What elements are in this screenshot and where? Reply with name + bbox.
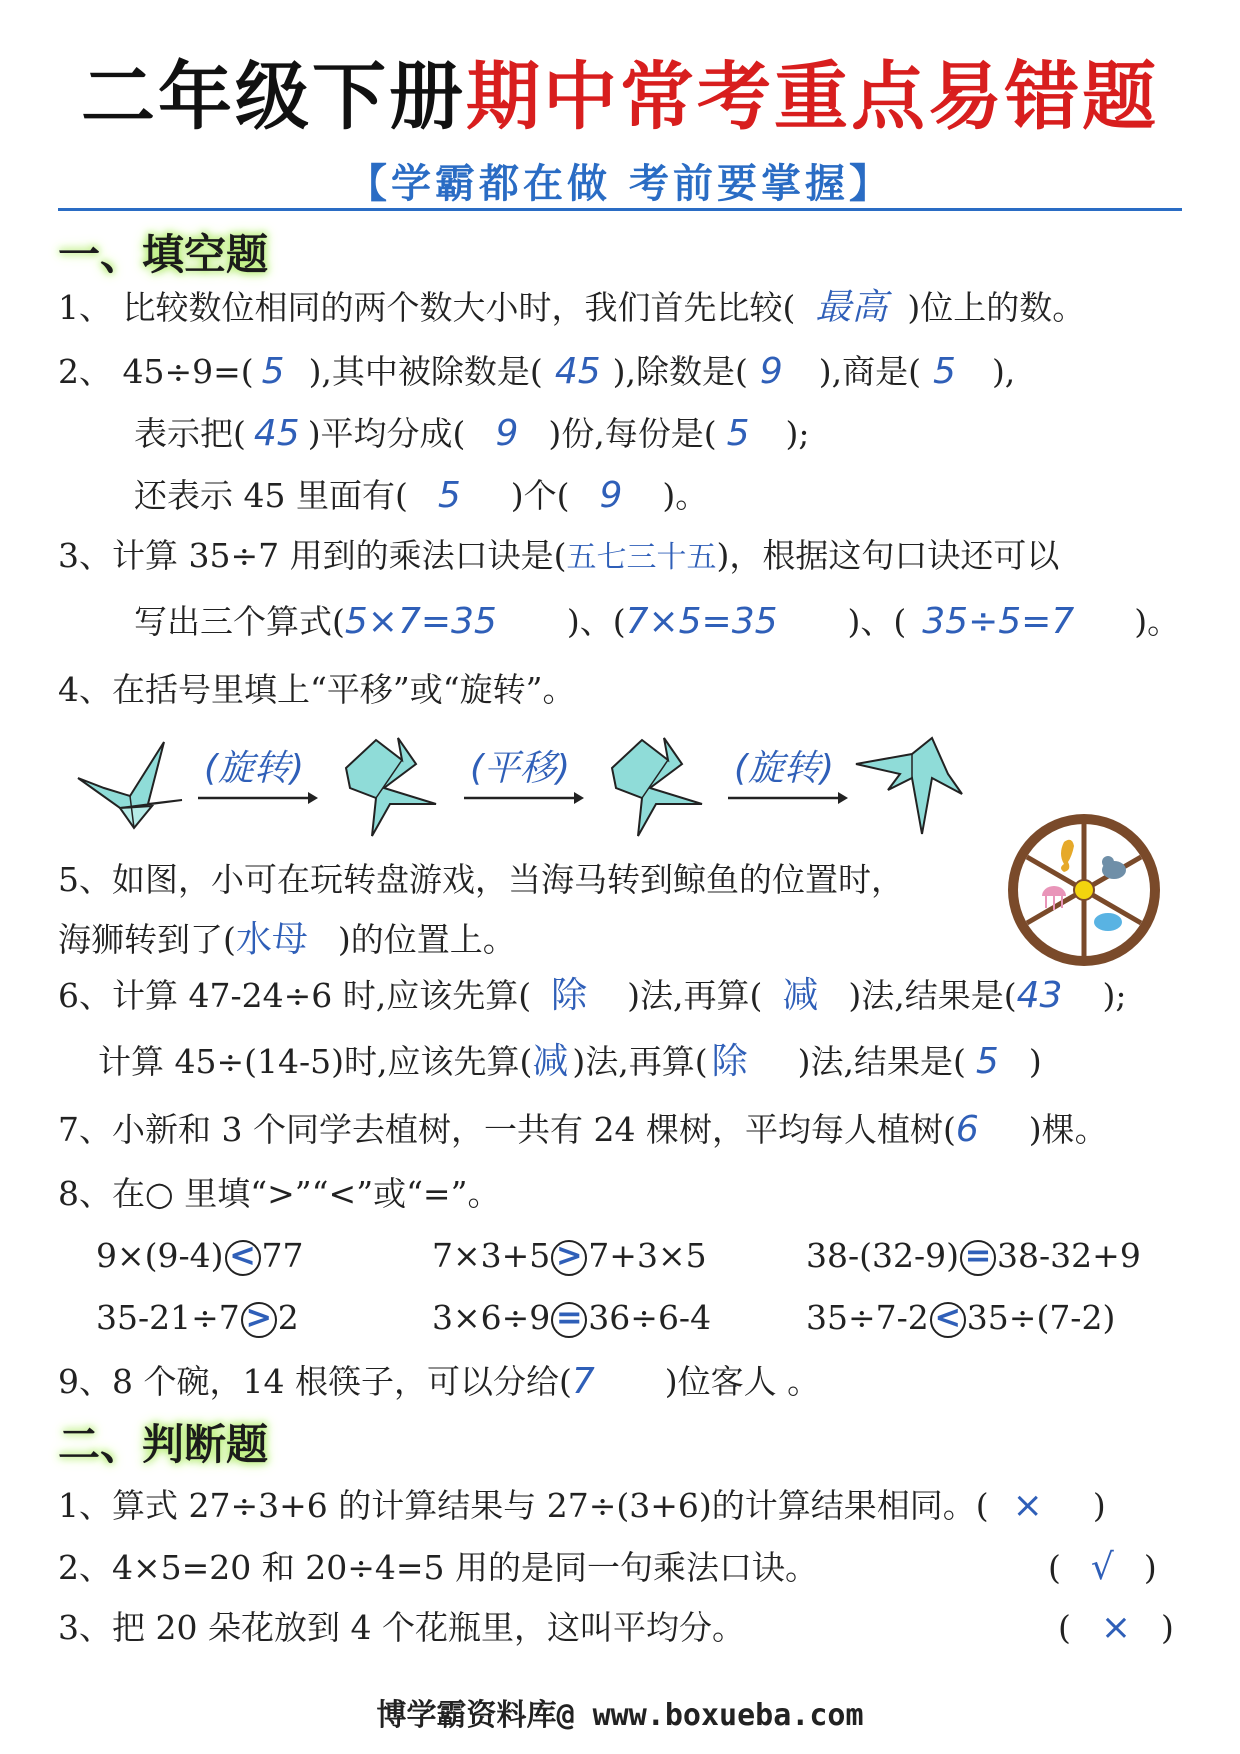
answer: 减 xyxy=(782,975,819,1016)
section-heading-judgement: 二、判断题 xyxy=(58,1420,269,1469)
paper-crane-figure-2 xyxy=(336,728,446,838)
arrow-label-3: (旋转) xyxy=(734,748,835,789)
jellyfish-icon xyxy=(1042,886,1066,910)
section-heading-fill: 一、填空题 xyxy=(58,230,269,279)
answer: × xyxy=(1100,1607,1132,1648)
comparison-item: 3×6÷9 = 36÷6-4 xyxy=(432,1298,712,1337)
question-3-line-2: 写出三个算式(5×7=35 )、(7×5=35 )、( 35÷5=7 )。 xyxy=(134,601,1181,642)
answer: 5 xyxy=(261,351,285,392)
question-6-line-2: 计算 45÷(14-5)时,应该先算(减 )法,再算( 除 )法,结果是( 5 ) xyxy=(98,1041,1042,1082)
question-8: 8、在○ 里填“>”“<”或“=”。 xyxy=(58,1174,501,1213)
answer: 5×7=35 xyxy=(344,601,497,642)
answer: 7×5=35 xyxy=(625,601,778,642)
question-7: 7、小新和 3 个同学去植树，一共有 24 棵树，平均每人植树(6 )棵。 xyxy=(58,1109,1108,1150)
answer: 43 xyxy=(1016,975,1063,1016)
question-9: 9、8 个碗，14 根筷子，可以分给(7 )位客人 。 xyxy=(58,1361,821,1402)
answer: 45 xyxy=(253,413,300,454)
title-part1: 二年级下册 xyxy=(81,54,466,140)
header-divider xyxy=(58,208,1182,211)
judgement-2: 2、4×5=20 和 20÷4=5 用的是同一句乘法口诀。 ( √ ) xyxy=(58,1547,1157,1588)
paper-crane-figure-3 xyxy=(602,728,712,838)
arrow-label-1: (旋转) xyxy=(204,748,305,789)
paper-crane-figure-1 xyxy=(74,738,190,830)
answer: 5 xyxy=(975,1041,999,1082)
answer: 五七三十五 xyxy=(566,540,717,575)
comparison-item: 9×(9-4) < 77 xyxy=(96,1236,304,1275)
answer: 7 xyxy=(571,1361,595,1402)
arrow-label-2: (平移) xyxy=(470,748,571,789)
question-2-line-3: 还表示 45 里面有( 5 )个( 9 )。 xyxy=(134,475,709,516)
question-5-line-1: 5、如图，小可在玩转盘游戏，当海马转到鲸鱼的位置时， xyxy=(58,860,904,899)
answer: √ xyxy=(1090,1547,1114,1588)
comparison-item: 35÷7-2 < 35÷(7-2) xyxy=(806,1298,1116,1337)
comparison-item: 35-21÷7 > 2 xyxy=(96,1298,299,1337)
answer: 除 xyxy=(551,975,588,1016)
answer: 5 xyxy=(437,475,461,516)
title-part2: 期中常考重点易错题 xyxy=(466,54,1159,140)
comparison-item: 7×3+5 > 7+3×5 xyxy=(432,1236,707,1275)
answer: 45 xyxy=(554,351,601,392)
page-title xyxy=(0,52,1240,142)
paper-crane-figure-4 xyxy=(852,734,968,838)
comparison-item: 38-(32-9) = 38-32+9 xyxy=(806,1236,1141,1275)
question-6-line-1: 6、计算 47-24÷6 时,应该先算( 除 )法,再算( 减 )法,结果是(43 ); xyxy=(58,975,1127,1016)
spinner-wheel xyxy=(1004,810,1164,970)
answer: 5 xyxy=(933,351,956,392)
page-subtitle: 【学霸都在做 考前要掌握】 xyxy=(347,161,893,207)
question-5-line-2: 海狮转到了(水母 )的位置上。 xyxy=(58,919,516,960)
question-2-line-1: 2、 45÷9=( 5 ),其中被除数是( 45 ),除数是( 9 ),商是( 5 ), xyxy=(58,351,1016,392)
whale-icon xyxy=(1094,913,1122,931)
judgement-3: 3、把 20 朵花放到 4 个花瓶里，这叫平均分。 ( × ) xyxy=(58,1607,1174,1648)
answer: 水母 xyxy=(235,919,308,960)
arrow-2 xyxy=(462,790,586,806)
judgement-1: 1、算式 27÷3+6 的计算结果与 27÷(3+6)的计算结果相同。( × ) xyxy=(58,1485,1106,1526)
question-4: 4、在括号里填上“平移”或“旋转”。 xyxy=(58,670,576,709)
answer: 9 xyxy=(759,351,783,392)
answer: 35÷5=7 xyxy=(922,601,1075,642)
answer: 减 xyxy=(532,1041,569,1082)
answer: 除 xyxy=(711,1041,748,1082)
question-2-line-2: 表示把( 45 )平均分成( 9 )份,每份是( 5 ); xyxy=(134,413,810,454)
footer-watermark: 博学霸资料库@ www.boxueba.com xyxy=(376,1698,864,1733)
answer: × xyxy=(1012,1485,1043,1526)
answer: 9 xyxy=(495,413,519,454)
arrow-1 xyxy=(196,790,320,806)
answer: 6 xyxy=(955,1109,979,1150)
answer: 最高 xyxy=(815,287,888,328)
question-1: 1、 比较数位相同的两个数大小时，我们首先比较( 最高 )位上的数。 xyxy=(58,287,1086,328)
answer: 9 xyxy=(599,475,623,516)
question-3-line-1: 3、计算 35÷7 用到的乘法口诀是(五七三十五)，根据这句口诀还可以 xyxy=(58,536,1060,575)
arrow-3 xyxy=(726,790,850,806)
answer: 5 xyxy=(726,413,750,454)
